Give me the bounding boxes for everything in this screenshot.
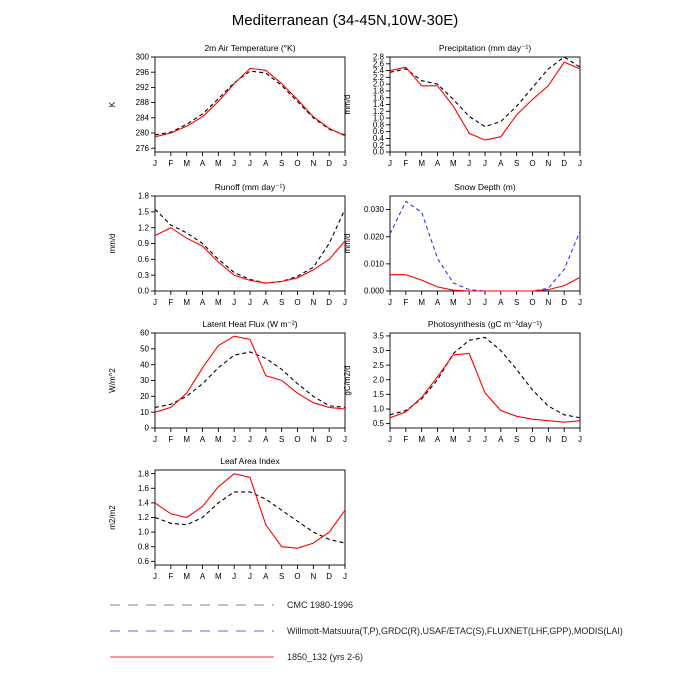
x-tick-label: J bbox=[388, 298, 392, 307]
y-tick-label: 1.5 bbox=[137, 207, 149, 217]
x-tick-label: D bbox=[326, 159, 333, 168]
y-tick-label: 0.2 bbox=[372, 140, 384, 150]
y-tick-label: 1.4 bbox=[372, 100, 384, 110]
x-tick-label: A bbox=[263, 298, 269, 307]
plot-frame bbox=[155, 196, 345, 291]
x-tick-label: A bbox=[434, 298, 441, 307]
x-tick-label: J bbox=[153, 298, 157, 307]
x-tick-label: J bbox=[153, 435, 157, 444]
chart-canvas bbox=[93, 178, 355, 318]
x-tick-label: J bbox=[343, 159, 347, 168]
series-line bbox=[155, 336, 345, 412]
y-tick-label: 0.9 bbox=[137, 239, 149, 249]
x-tick-label: N bbox=[310, 435, 317, 444]
y-tick-label: 1.5 bbox=[372, 389, 384, 399]
y-tick-label: 20 bbox=[140, 391, 149, 401]
x-tick-label: M bbox=[449, 159, 457, 168]
y-tick-label: 0.5 bbox=[372, 419, 384, 429]
x-tick-label: A bbox=[498, 435, 504, 444]
y-axis-label: gC/m2/d bbox=[343, 365, 352, 396]
x-tick-label: A bbox=[498, 159, 504, 168]
x-tick-label: D bbox=[326, 435, 333, 444]
x-tick-label: N bbox=[310, 159, 317, 168]
x-tick-label: F bbox=[168, 159, 174, 168]
x-tick-label: N bbox=[545, 159, 552, 168]
y-tick-label: 2.6 bbox=[372, 59, 384, 69]
x-tick-label: J bbox=[467, 298, 472, 307]
y-tick-label: 1.2 bbox=[137, 513, 149, 523]
series-line bbox=[155, 71, 345, 135]
x-tick-label: O bbox=[294, 435, 301, 444]
x-tick-label: A bbox=[434, 159, 441, 168]
x-tick-label: F bbox=[403, 435, 409, 444]
y-tick-label: 288 bbox=[135, 98, 149, 108]
series-line bbox=[390, 354, 580, 423]
x-tick-label: D bbox=[561, 435, 568, 444]
series-line bbox=[390, 62, 580, 140]
y-tick-label: 50 bbox=[140, 344, 149, 354]
series-line bbox=[390, 337, 580, 417]
x-tick-label: S bbox=[278, 159, 285, 168]
y-tick-label: 0.010 bbox=[363, 259, 384, 269]
x-tick-label: D bbox=[561, 159, 568, 168]
chart-title: Latent Heat Flux (W m⁻²) bbox=[202, 319, 298, 329]
x-tick-label: A bbox=[434, 435, 441, 444]
series-line bbox=[390, 57, 580, 127]
plot-frame bbox=[390, 57, 580, 152]
x-tick-label: M bbox=[183, 435, 191, 444]
chart-title: Photosynthesis (gC m⁻²day⁻¹) bbox=[427, 319, 543, 329]
y-axis-label: m2/m2 bbox=[108, 505, 117, 530]
chart-canvas bbox=[93, 452, 355, 592]
x-tick-label: F bbox=[403, 159, 409, 168]
series-line bbox=[155, 474, 345, 549]
series-line bbox=[155, 228, 345, 283]
chart-canvas bbox=[93, 39, 355, 179]
x-tick-label: J bbox=[343, 298, 347, 307]
x-tick-label: S bbox=[278, 435, 285, 444]
y-tick-label: 1.2 bbox=[137, 223, 149, 233]
x-tick-label: J bbox=[248, 298, 252, 307]
y-tick-label: 0.0 bbox=[137, 286, 149, 296]
x-tick-label: S bbox=[513, 159, 520, 168]
x-tick-label: O bbox=[294, 298, 301, 307]
x-tick-label: J bbox=[343, 572, 347, 581]
x-tick-label: N bbox=[545, 298, 552, 307]
x-tick-label: J bbox=[578, 298, 582, 307]
y-axis-label: mm/d bbox=[108, 233, 117, 254]
plot-frame bbox=[155, 470, 345, 565]
x-tick-label: D bbox=[326, 572, 333, 581]
y-tick-label: 40 bbox=[140, 360, 149, 370]
x-tick-label: D bbox=[326, 298, 333, 307]
legend-item-obs bbox=[108, 626, 623, 636]
x-tick-label: J bbox=[388, 159, 392, 168]
legend-item-cmc bbox=[108, 600, 353, 610]
x-tick-label: A bbox=[263, 572, 269, 581]
chart-latent-heat-flux bbox=[93, 315, 355, 460]
y-tick-label: 0.4 bbox=[372, 134, 384, 144]
chart-air-temperature bbox=[93, 39, 355, 184]
x-tick-label: M bbox=[183, 159, 191, 168]
plot-frame bbox=[390, 333, 580, 428]
x-tick-label: A bbox=[199, 159, 206, 168]
chart-leaf-area-index bbox=[93, 452, 355, 597]
y-axis-label: mm/d bbox=[343, 233, 352, 254]
chart-title: Snow Depth (m) bbox=[454, 182, 516, 192]
legend-label: 1850_132 (yrs 2-6) bbox=[287, 652, 364, 662]
y-tick-label: 10 bbox=[140, 407, 149, 417]
y-axis-label: W/m^2 bbox=[108, 368, 117, 393]
series-line bbox=[155, 68, 345, 136]
y-tick-label: 1.8 bbox=[137, 191, 149, 201]
x-tick-label: S bbox=[513, 435, 520, 444]
x-tick-label: J bbox=[483, 159, 487, 168]
legend-line-dashed-blue bbox=[108, 626, 276, 636]
y-tick-label: 3.0 bbox=[372, 346, 384, 356]
y-axis-label: mm/d bbox=[343, 94, 352, 115]
x-tick-label: J bbox=[248, 159, 252, 168]
y-tick-label: 0.6 bbox=[137, 556, 149, 566]
x-tick-label: J bbox=[578, 435, 582, 444]
x-tick-label: J bbox=[248, 572, 252, 581]
x-tick-label: J bbox=[578, 159, 582, 168]
x-tick-label: J bbox=[467, 435, 472, 444]
x-tick-label: A bbox=[263, 159, 269, 168]
x-tick-label: A bbox=[263, 435, 269, 444]
y-tick-label: 2.2 bbox=[372, 72, 384, 82]
chart-title: Leaf Area Index bbox=[220, 456, 280, 466]
y-tick-label: 3.5 bbox=[372, 331, 384, 341]
y-tick-label: 1.0 bbox=[372, 113, 384, 123]
y-tick-label: 0.3 bbox=[137, 270, 149, 280]
legend-line-solid-red bbox=[108, 652, 276, 662]
y-tick-label: 1.2 bbox=[372, 106, 384, 116]
x-tick-label: J bbox=[153, 572, 157, 581]
y-tick-label: 0.8 bbox=[137, 542, 149, 552]
x-tick-label: M bbox=[449, 435, 457, 444]
x-tick-label: N bbox=[310, 298, 317, 307]
x-tick-label: F bbox=[168, 435, 174, 444]
x-tick-label: M bbox=[183, 572, 191, 581]
y-tick-label: 2.5 bbox=[372, 360, 384, 370]
y-tick-label: 1.6 bbox=[137, 483, 149, 493]
chart-snow-depth bbox=[328, 178, 590, 323]
x-tick-label: M bbox=[214, 159, 222, 168]
x-tick-label: J bbox=[232, 298, 237, 307]
chart-title: 2m Air Temperature (°K) bbox=[204, 43, 296, 53]
y-tick-label: 0.6 bbox=[372, 127, 384, 137]
series-line bbox=[155, 209, 345, 283]
x-tick-label: J bbox=[467, 159, 472, 168]
x-tick-label: M bbox=[214, 298, 222, 307]
x-tick-label: J bbox=[343, 435, 347, 444]
y-tick-label: 0 bbox=[144, 423, 149, 433]
x-tick-label: A bbox=[199, 572, 206, 581]
y-tick-label: 1.8 bbox=[137, 469, 149, 479]
x-tick-label: M bbox=[214, 435, 222, 444]
x-tick-label: M bbox=[418, 435, 426, 444]
x-tick-label: O bbox=[529, 298, 536, 307]
legend-line-dashed-gray bbox=[108, 600, 276, 610]
plot-frame bbox=[155, 57, 345, 152]
y-tick-label: 0.020 bbox=[363, 232, 384, 242]
y-tick-label: 0.030 bbox=[363, 205, 384, 215]
x-tick-label: A bbox=[199, 435, 206, 444]
y-tick-label: 1.4 bbox=[137, 498, 149, 508]
x-tick-label: J bbox=[232, 159, 237, 168]
y-tick-label: 276 bbox=[135, 143, 149, 153]
chart-canvas bbox=[328, 178, 590, 318]
legend-label: Willmott-Matsuura(T,P),GRDC(R),USAF/ETAC(S),FLUXNET(LHF,GPP),MODIS(LAI) bbox=[287, 626, 623, 636]
x-tick-label: F bbox=[403, 298, 409, 307]
x-tick-label: M bbox=[449, 298, 457, 307]
y-tick-label: 0.0 bbox=[372, 147, 384, 157]
x-tick-label: S bbox=[278, 298, 285, 307]
x-tick-label: J bbox=[248, 435, 252, 444]
y-tick-label: 280 bbox=[135, 128, 149, 138]
x-tick-label: S bbox=[513, 298, 520, 307]
chart-precipitation bbox=[328, 39, 590, 184]
series-line bbox=[390, 275, 580, 291]
chart-canvas bbox=[328, 39, 590, 179]
legend-item-model bbox=[108, 652, 363, 662]
x-tick-label: J bbox=[483, 435, 487, 444]
x-tick-label: O bbox=[529, 159, 536, 168]
x-tick-label: S bbox=[278, 572, 285, 581]
x-tick-label: J bbox=[388, 435, 392, 444]
x-tick-label: O bbox=[294, 159, 301, 168]
series-line bbox=[155, 352, 345, 407]
y-tick-label: 2.0 bbox=[372, 79, 384, 89]
chart-title: Runoff (mm day⁻¹) bbox=[214, 182, 286, 192]
y-tick-label: 284 bbox=[135, 113, 149, 123]
y-tick-label: 300 bbox=[135, 52, 149, 62]
chart-runoff bbox=[93, 178, 355, 323]
x-tick-label: J bbox=[483, 298, 487, 307]
y-tick-label: 1.8 bbox=[372, 86, 384, 96]
x-tick-label: J bbox=[232, 572, 237, 581]
x-tick-label: N bbox=[310, 572, 317, 581]
y-tick-label: 1.0 bbox=[372, 404, 384, 414]
plot-frame bbox=[155, 333, 345, 428]
chart-canvas bbox=[93, 315, 355, 455]
x-tick-label: N bbox=[545, 435, 552, 444]
y-tick-label: 60 bbox=[140, 328, 149, 338]
x-tick-label: M bbox=[214, 572, 222, 581]
y-axis-label: K bbox=[108, 101, 117, 108]
x-tick-label: M bbox=[418, 159, 426, 168]
x-tick-label: M bbox=[183, 298, 191, 307]
y-tick-label: 0.6 bbox=[137, 254, 149, 264]
x-tick-label: O bbox=[294, 572, 301, 581]
y-tick-label: 292 bbox=[135, 83, 149, 92]
legend-label: CMC 1980-1996 bbox=[287, 600, 354, 610]
chart-canvas bbox=[328, 315, 590, 455]
x-tick-label: A bbox=[498, 298, 504, 307]
y-tick-label: 2.8 bbox=[372, 52, 384, 62]
y-tick-label: 1.0 bbox=[137, 527, 149, 537]
series-line bbox=[155, 492, 345, 543]
y-tick-label: 1.6 bbox=[372, 93, 384, 103]
x-tick-label: F bbox=[168, 298, 174, 307]
y-tick-label: 296 bbox=[135, 67, 149, 77]
x-tick-label: J bbox=[232, 435, 237, 444]
y-tick-label: 0.8 bbox=[372, 120, 384, 130]
chart-title: Precipitation (mm day⁻¹) bbox=[438, 43, 532, 53]
x-tick-label: D bbox=[561, 298, 568, 307]
x-tick-label: A bbox=[199, 298, 206, 307]
series-line bbox=[390, 201, 580, 291]
x-tick-label: M bbox=[418, 298, 426, 307]
figure-title: Mediterranean (34-45N,10W-30E) bbox=[231, 12, 459, 29]
x-tick-label: F bbox=[168, 572, 174, 581]
x-tick-label: J bbox=[153, 159, 157, 168]
x-tick-label: O bbox=[529, 435, 536, 444]
y-tick-label: 30 bbox=[140, 376, 149, 386]
y-tick-label: 0.000 bbox=[363, 286, 384, 296]
y-tick-label: 2.0 bbox=[372, 375, 384, 385]
chart-photosynthesis bbox=[328, 315, 590, 460]
y-tick-label: 2.4 bbox=[372, 66, 384, 76]
